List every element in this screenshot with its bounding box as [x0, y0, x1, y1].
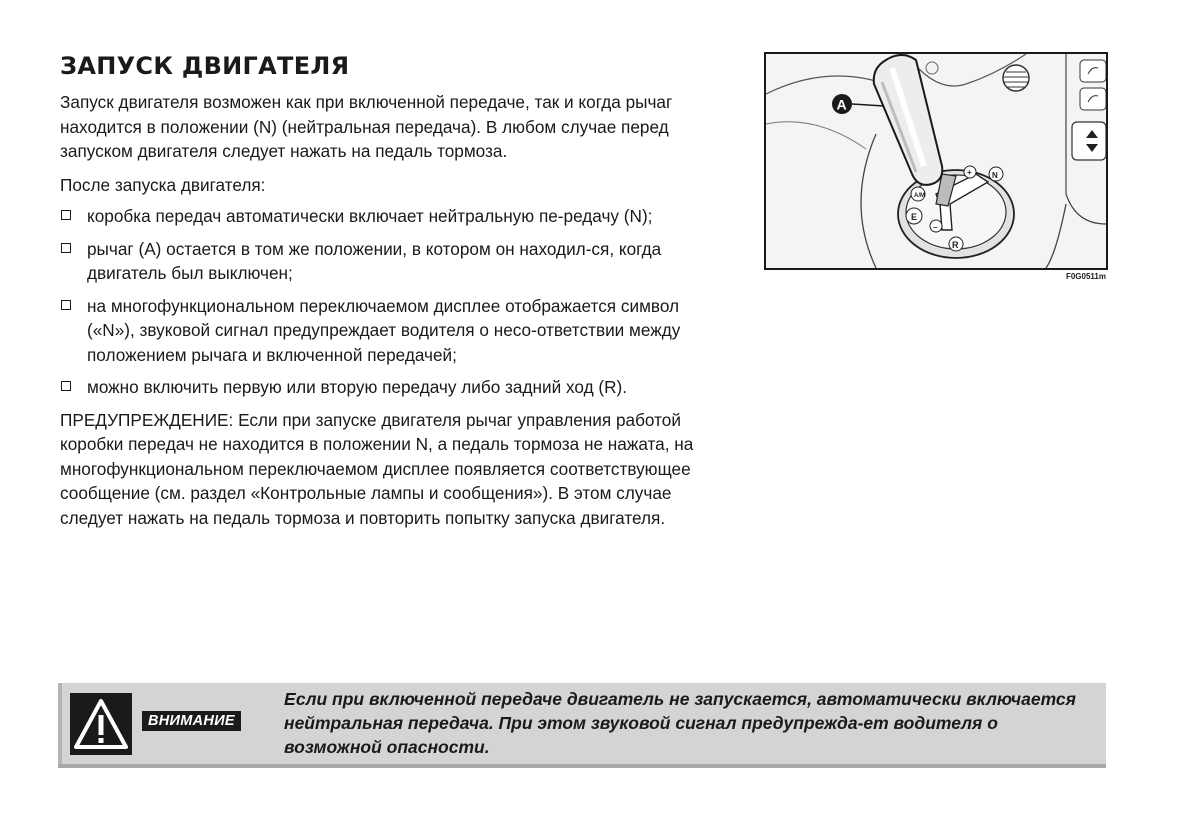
- list-item: [60, 375, 720, 400]
- warning-text: Если при включенной передаче двигатель не запускается, автоматически включается нейтральная передача. При этом звуковой сигнал предупрежда-ет водителя о возможной опасности.: [284, 689, 1076, 757]
- gate-label-plus: +: [967, 168, 972, 177]
- main-column: [60, 52, 720, 539]
- gear-lever-illustration: [764, 52, 1108, 270]
- gate-label-n: N: [992, 171, 998, 180]
- list-item: [60, 204, 720, 229]
- callout-a-label: A: [836, 96, 847, 113]
- bullet-box-icon: [61, 210, 71, 220]
- air-vent-icon: [1003, 65, 1029, 91]
- bullet-box-icon: [61, 300, 71, 310]
- warning-paragraph: ПРЕДУПРЕЖДЕНИЕ: Если при запуске двигателя рычаг управления работой коробки передач не находится в положении N, а педаль тормоза не нажата, на многофункциональном переключаемом дисплее появляется соответствующее сообщение (см. раздел «Контрольные лампы и сообщения»). В этом случае следует нажать на педаль тормоза и повторить попытку запуска двигателя.: [60, 409, 694, 528]
- gate-label-e: E: [911, 212, 918, 222]
- bullet-box-icon: [61, 381, 71, 391]
- list-item-text: на многофункциональном переключаемом дисплее отображается символ («N»), звуковой сигнал предупреждает водителя о несо-ответствии между положением рычага и включенной передачей;: [87, 295, 681, 365]
- up-down-buttons: [1072, 122, 1106, 160]
- list-item-text: рычаг (A) остается в том же положении, в котором он находил-ся, когда двигатель был выключен;: [87, 238, 662, 283]
- list-item-text: коробка передач автоматически включает нейтральную пе-редачу (N);: [87, 206, 653, 226]
- gate-label-minus: –: [933, 223, 938, 232]
- list-item: [60, 294, 720, 368]
- bullet-box-icon: [61, 243, 71, 253]
- section-title: ЗАПУСК ДВИГАТЕЛЯ: [60, 52, 350, 80]
- list-item: [60, 237, 720, 286]
- warning-badge: ВНИМАНИЕ: [142, 711, 241, 731]
- gear-lever-drawing: [766, 54, 1106, 268]
- intro-paragraph: Запуск двигателя возможен как при включенной передаче, так и когда рычаг находится в положении (N) (нейтральная передача). В любом случае перед запуском двигателя следует нажать на педаль тормоза.: [60, 92, 673, 161]
- figure-code: F0G0511m: [1065, 272, 1106, 281]
- bullet-list: [60, 204, 720, 400]
- warning-box: [58, 683, 1106, 768]
- gate-label-am: A/M: [914, 193, 925, 199]
- gate-label-r: R: [952, 240, 959, 250]
- warning-triangle-icon: [70, 693, 132, 755]
- list-item-text: можно включить первую или вторую передачу либо задний ход (R).: [87, 377, 628, 397]
- after-start-label: После запуска двигателя:: [60, 174, 266, 195]
